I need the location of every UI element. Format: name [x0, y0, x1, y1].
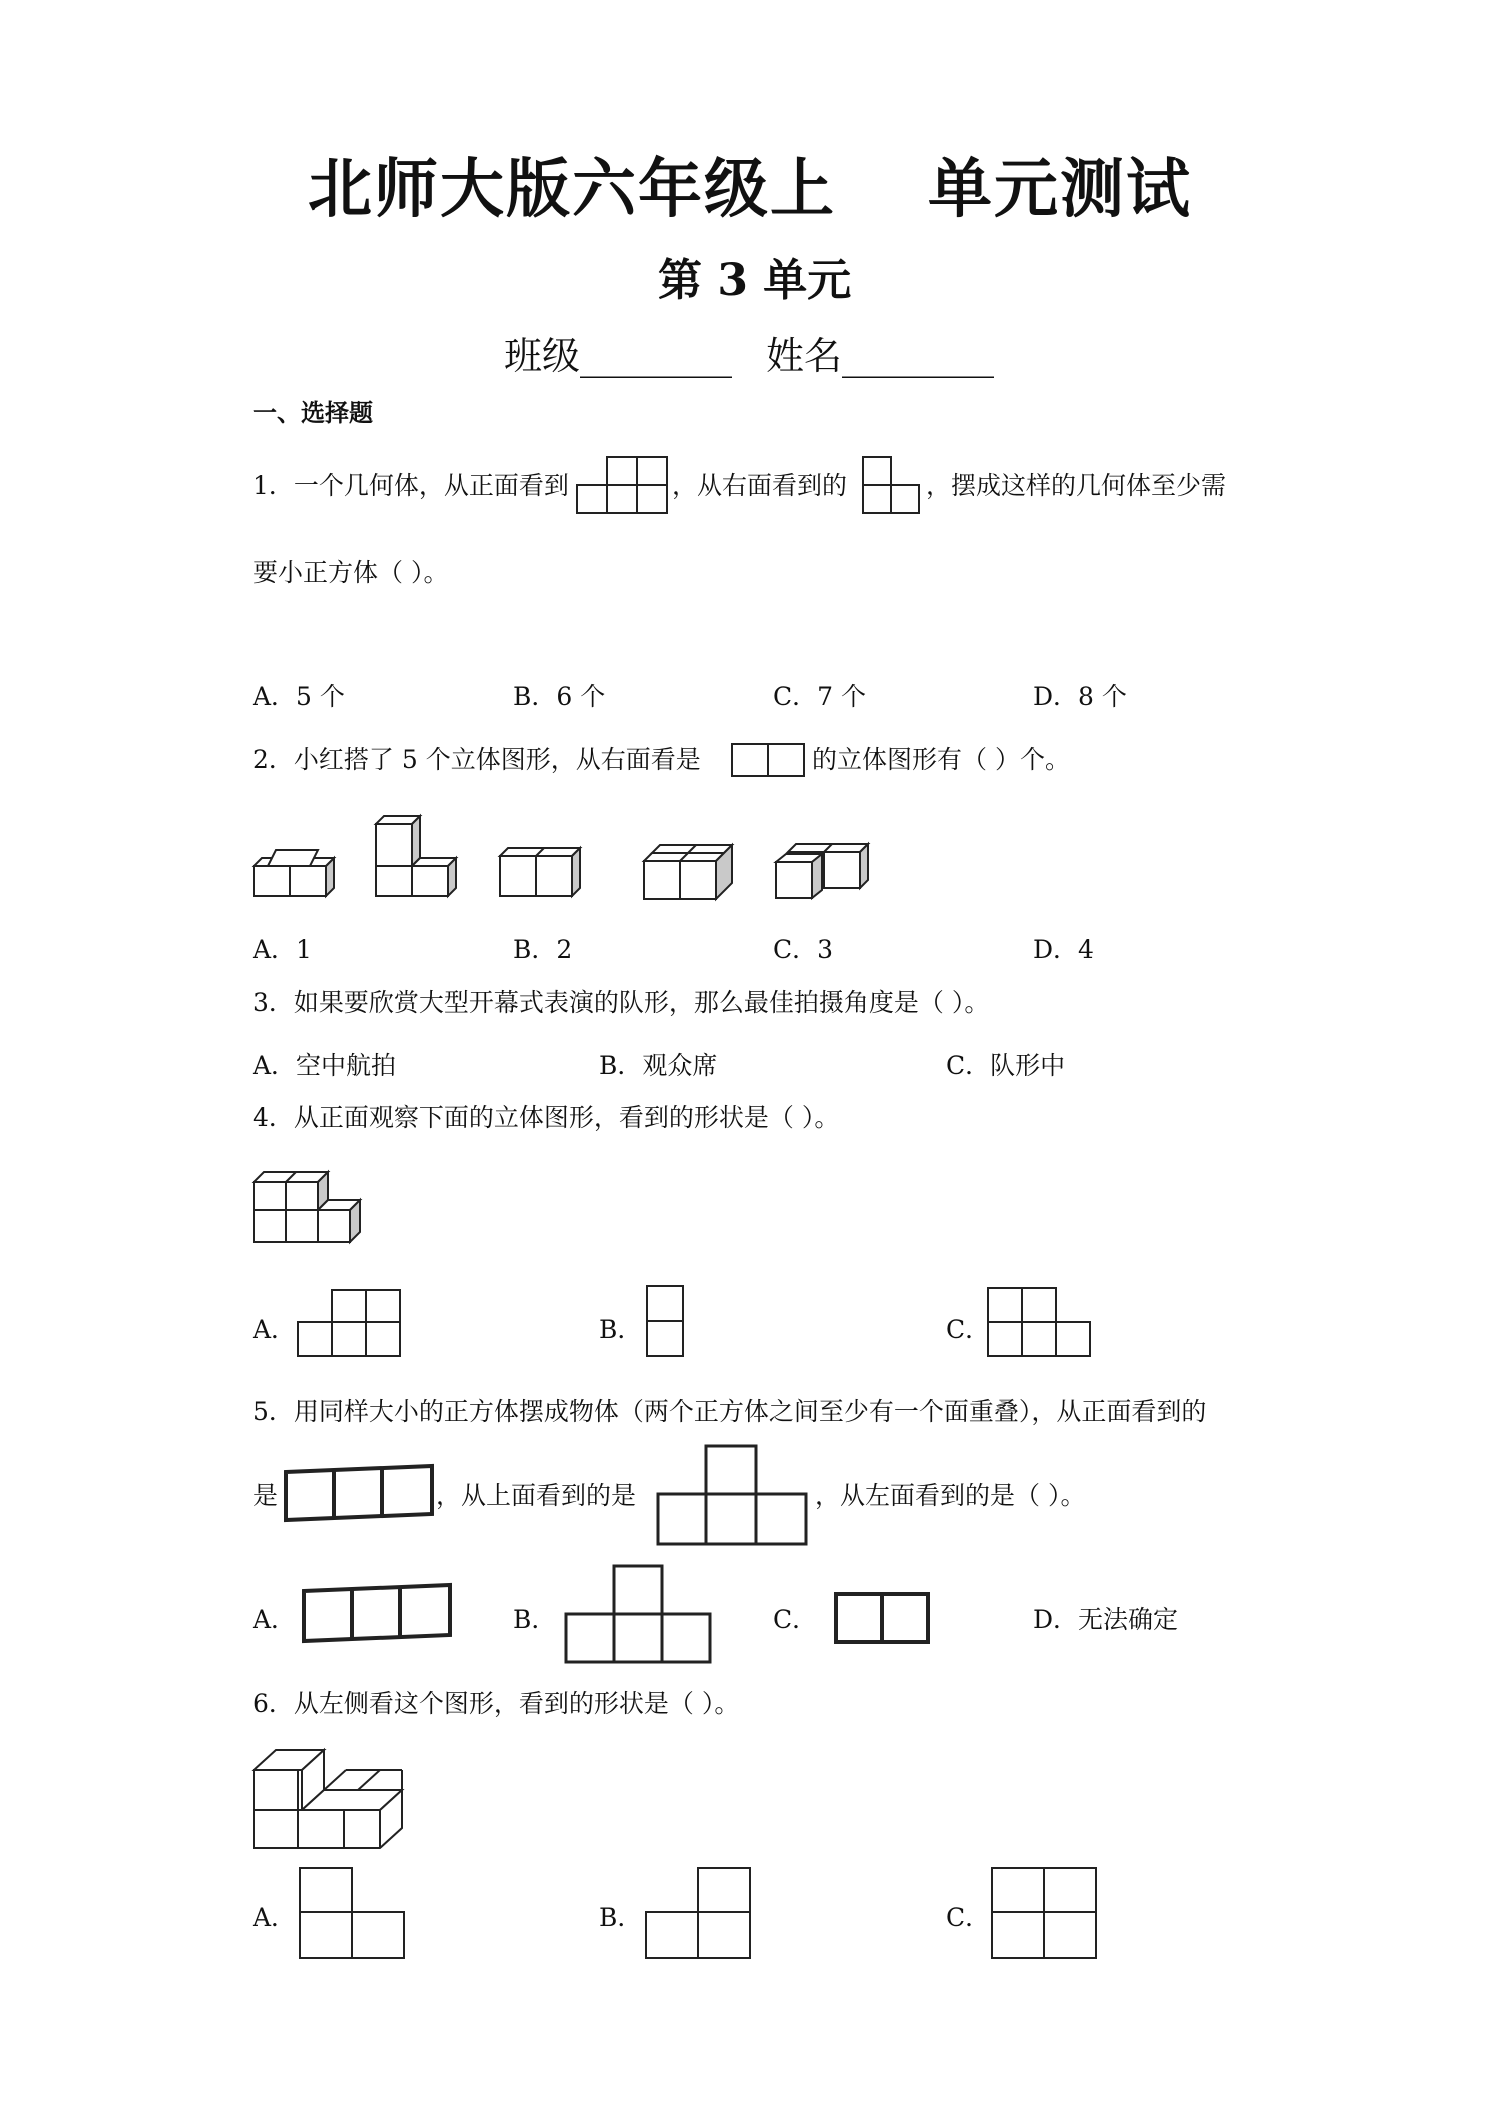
q2-option-d[interactable]: D．4: [1033, 935, 1094, 964]
q2-right-view-figure: [730, 742, 806, 778]
q5-text-line1: 5．用同样大小的正方体摆成物体（两个正方体之间至少有一个面重叠），从正面看到的: [253, 1397, 1207, 1426]
q6-option-a[interactable]: A．: [253, 1903, 297, 1932]
q1-text-3: ，摆成这样的几何体至少需: [926, 471, 1227, 500]
q2-option-a[interactable]: A．1: [253, 935, 312, 964]
q1-option-b[interactable]: B．6 个: [513, 682, 606, 711]
q5-option-a[interactable]: A．: [253, 1605, 297, 1634]
q4-solid-figure: [254, 1172, 364, 1244]
q3-text: 3．如果要欣赏大型开幕式表演的队形，那么最佳拍摄角度是（ ）。: [253, 988, 990, 1017]
q2-option-b[interactable]: B．2: [513, 935, 573, 964]
q5-text-2: ，从上面看到的是: [436, 1481, 637, 1510]
q2-text-2: 的立体图形有（ ）个。: [812, 745, 1070, 774]
name-field: 姓名________: [766, 334, 995, 378]
q3-option-a[interactable]: A．空中航拍: [253, 1051, 397, 1080]
q1-front-view-figure: [577, 455, 667, 517]
q3-option-c[interactable]: C．队形中: [946, 1051, 1066, 1080]
q1-option-c[interactable]: C．7 个: [773, 682, 866, 711]
q5-text-1: 是: [253, 1481, 279, 1510]
q2-solid-2: [376, 816, 460, 900]
q6-text: 6．从左侧看这个图形，看到的形状是（ ）。: [253, 1689, 740, 1718]
q2-text-1: 2．小红搭了 5 个立体图形，从右面看是: [253, 745, 701, 774]
q1-text-1: 1．一个几何体，从正面看到: [253, 471, 569, 500]
q2-option-c[interactable]: C．3: [773, 935, 834, 964]
q6-option-b[interactable]: B．: [599, 1903, 643, 1932]
q5-option-d[interactable]: D．无法确定: [1033, 1605, 1179, 1634]
q4-text: 4．从正面观察下面的立体图形，看到的形状是（ ）。: [253, 1103, 840, 1132]
page-title-right: 单元测试: [928, 153, 1192, 227]
q1-option-d[interactable]: D．8 个: [1033, 682, 1127, 711]
q5-option-c-figure: [834, 1592, 930, 1644]
page-title-left: 北师大版六年级上: [308, 153, 836, 227]
q1-text-2: ，从右面看到的: [672, 471, 848, 500]
q5-option-c[interactable]: C．: [773, 1605, 818, 1634]
q6-solid-figure: [254, 1740, 406, 1852]
q6-option-c-figure: [990, 1866, 1098, 1960]
q1-right-view-figure: [861, 455, 923, 517]
q2-solid-4: [644, 845, 732, 903]
unit-subtitle: 第 3 单元: [658, 255, 852, 306]
q6-option-c[interactable]: C．: [946, 1903, 991, 1932]
q5-option-b[interactable]: B．: [513, 1605, 557, 1634]
q4-option-c-figure: [988, 1286, 1092, 1358]
q4-option-c[interactable]: C．: [946, 1315, 991, 1344]
section-title: 一、选择题: [253, 398, 373, 427]
q6-option-b-figure: [644, 1866, 752, 1960]
class-field: 班级________: [504, 334, 733, 378]
q4-option-b-figure: [645, 1284, 685, 1358]
q2-solid-3: [500, 848, 580, 900]
q5-front-view-figure: [284, 1464, 434, 1522]
q3-option-b[interactable]: B．观众席: [599, 1051, 718, 1080]
q4-option-a-figure: [298, 1288, 402, 1358]
q5-option-a-figure: [302, 1583, 454, 1643]
q1-text-line2: 要小正方体（ ）。: [253, 558, 449, 587]
q5-option-b-figure: [564, 1564, 714, 1664]
q2-solid-5: [776, 844, 868, 902]
q4-option-a[interactable]: A．: [253, 1315, 297, 1344]
q5-top-view-figure: [656, 1444, 808, 1546]
q1-option-a[interactable]: A．5 个: [253, 682, 345, 711]
q5-text-3: ，从左面看到的是（ ）。: [815, 1481, 1086, 1510]
q4-option-b[interactable]: B．: [599, 1315, 643, 1344]
q6-option-a-figure: [298, 1866, 406, 1960]
q2-solid-1: [254, 838, 334, 900]
